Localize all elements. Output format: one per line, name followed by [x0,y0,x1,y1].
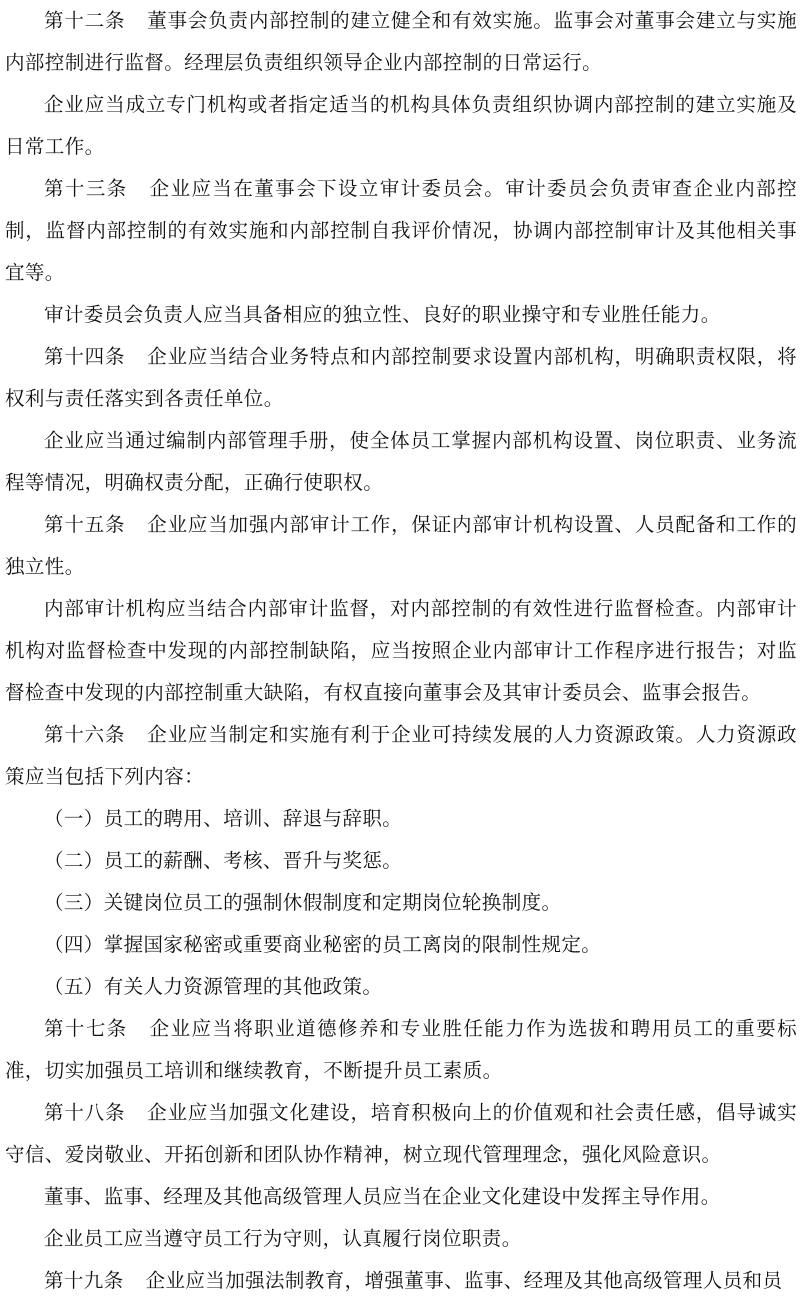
article-number: 第十五条 [44,513,126,536]
list-item: （三）关键岗位员工的强制休假制度和定期岗位轮换制度。 [44,891,562,914]
paragraph [5,588,797,714]
paragraph-text: 企业员工应当遵守员工行为守则，认真履行岗位职责。 [44,1227,522,1250]
paragraph-text: 企业应当加强法制教育，增强董事、监事、经理及其他高级管理人员和员 [145,1269,783,1292]
paragraph-text: 企业应当制定和实施有利于企业可持续发展的人力资源政策。人力资源政策应当包括下列内容： [5,723,797,788]
article-number: 第十四条 [44,345,126,368]
paragraph [5,420,797,504]
paragraph-text: 企业应当加强内部审计工作，保证内部审计机构设置、人员配备和工作的独立性。 [5,513,797,578]
paragraph-text: 企业应当成立专门机构或者指定适当的机构具体负责组织协调内部控制的建立实施及日常工作。 [5,93,797,158]
paragraph-article-12 [5,0,797,84]
article-number: 第十八条 [44,1101,126,1124]
article-number: 第十二条 [44,9,126,32]
article-number: 第十三条 [44,177,128,200]
paragraph-text: 审计委员会负责人应当具备相应的独立性、良好的职业操守和专业胜任能力。 [44,303,721,326]
list-item: （一）员工的聘用、培训、辞退与辞职。 [44,807,403,830]
paragraph-article-16 [5,714,797,798]
paragraph-text: 企业应当加强文化建设，培育积极向上的价值观和社会责任感，倡导诚实守信、爱岗敬业、开拓创新和团队协作精神，树立现代管理理念，强化风险意识。 [5,1101,797,1166]
paragraph-text: 内部审计机构应当结合内部审计监督，对内部控制的有效性进行监督检查。内部审计机构对监督检查中发现的内部控制缺陷，应当按照企业内部审计工作程序进行报告；对监督检查中发现的内部控制重大缺陷，有权直接向董事会及其审计委员会、监事会报告。 [5,597,797,704]
paragraph [5,84,797,168]
list-item: （二）员工的薪酬、考核、晋升与奖惩。 [44,849,403,872]
paragraph-article-13 [5,168,797,294]
paragraph-article-19 [5,1260,797,1302]
paragraph [5,294,797,336]
article-number: 第十九条 [44,1269,124,1292]
paragraph-article-18 [5,1092,797,1176]
paragraph [5,1218,797,1260]
article-number: 第十七条 [44,1017,128,1040]
article-number: 第十六条 [44,723,126,746]
paragraph-text: 企业应当通过编制内部管理手册，使全体员工掌握内部机构设置、岗位职责、业务流程等情况，明确权责分配，正确行使职权。 [5,429,797,494]
paragraph-article-14 [5,336,797,420]
document-page [5,0,797,1302]
paragraph-text: 企业应当将职业道德修养和专业胜任能力作为选拔和聘用员工的重要标准，切实加强员工培训和继续教育，不断提升员工素质。 [5,1017,797,1082]
list-item: （四）掌握国家秘密或重要商业秘密的员工离岗的限制性规定。 [44,933,602,956]
paragraph-article-15 [5,504,797,588]
paragraph-article-17 [5,1008,797,1092]
paragraph-text: 董事、监事、经理及其他高级管理人员应当在企业文化建设中发挥主导作用。 [44,1185,721,1208]
paragraph-text: 企业应当结合业务特点和内部控制要求设置内部机构，明确职责权限，将权利与责任落实到各责任单位。 [5,345,797,410]
paragraph-text: 董事会负责内部控制的建立健全和有效实施。监事会对董事会建立与实施内部控制进行监督。经理层负责组织领导企业内部控制的日常运行。 [5,9,797,74]
list-item: （五）有关人力资源管理的其他政策。 [44,975,383,998]
paragraph [5,1176,797,1218]
paragraph-text: 企业应当在董事会下设立审计委员会。审计委员会负责审查企业内部控制，监督内部控制的有效实施和内部控制自我评价情况，协调内部控制审计及其他相关事宜等。 [5,177,797,284]
